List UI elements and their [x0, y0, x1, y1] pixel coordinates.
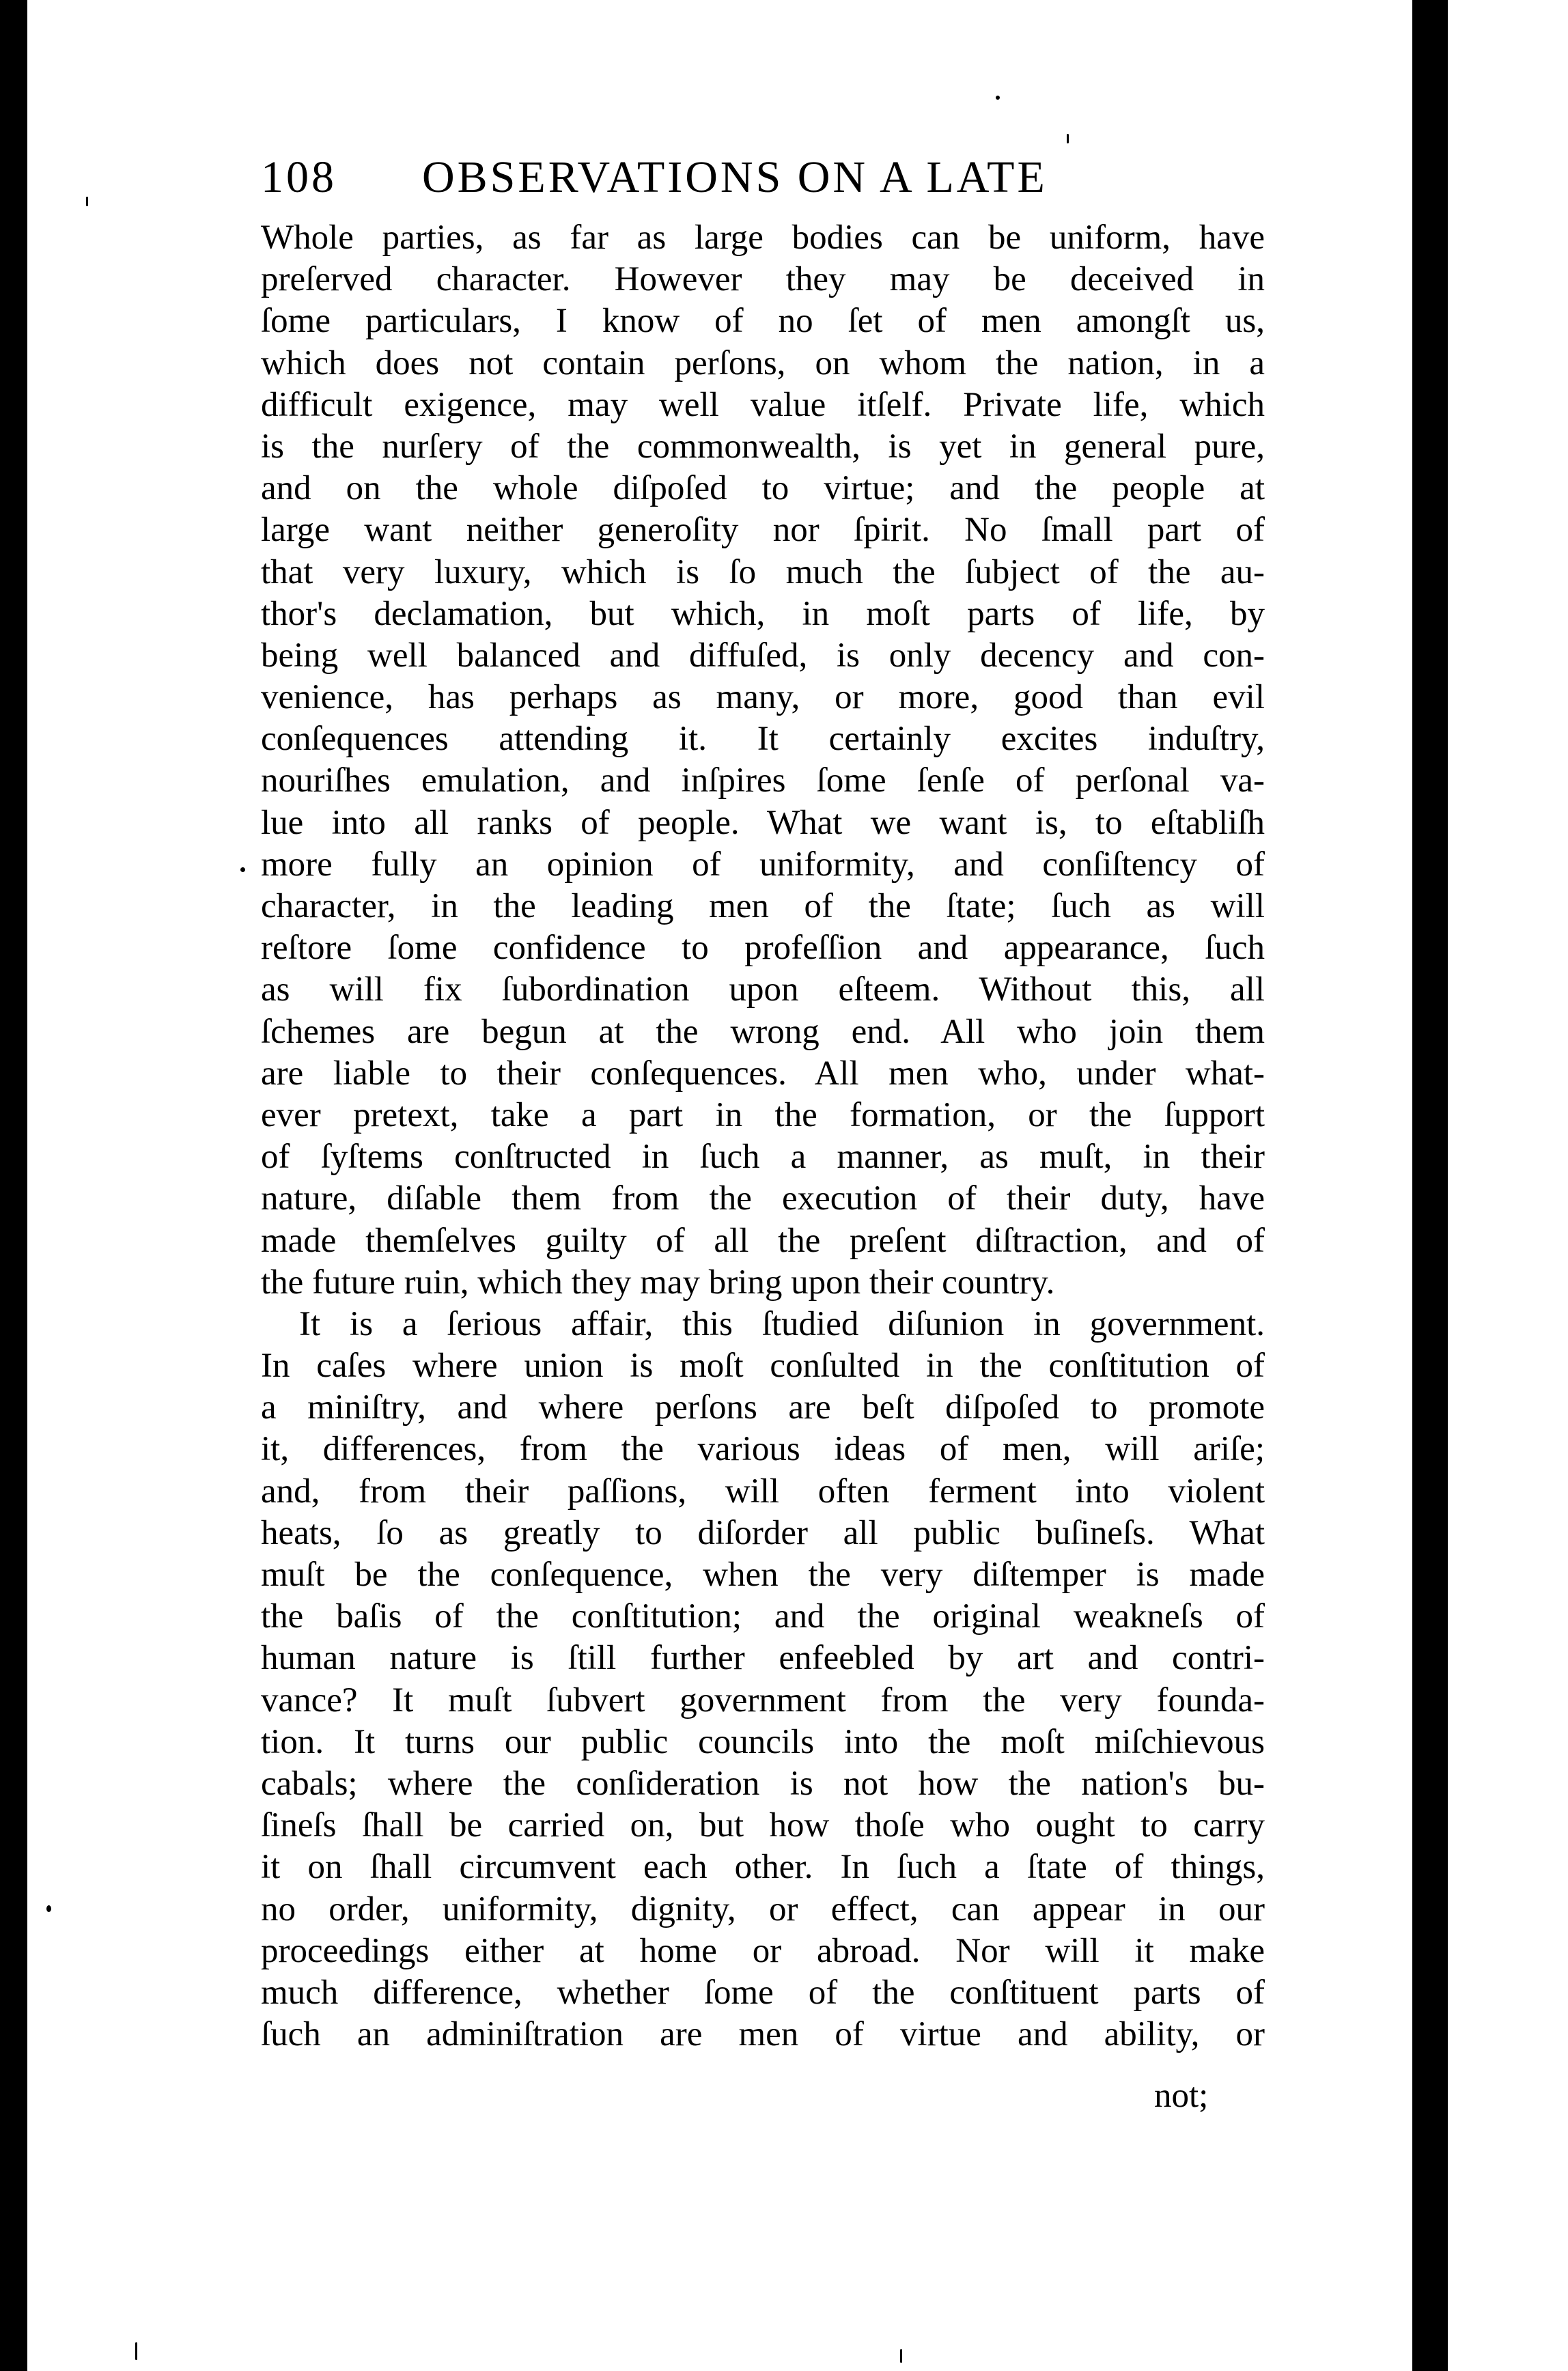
catchword: not;: [1154, 2077, 1209, 2115]
text-line: the baſis of the conſtitution; and the original weakneſs of: [261, 1597, 1265, 1636]
text-line: made themſelves guilty of all the preſent diſtraction, and of: [261, 1221, 1265, 1260]
text-line: that very luxury, which is ſo much the ſubject of the au-: [261, 552, 1265, 591]
text-line: lue into all ranks of people. What we want is, to eſtabliſh: [261, 803, 1265, 842]
body-text: [261, 217, 1265, 2056]
text-line: ever pretext, take a part in the formation, or the ſupport: [261, 1095, 1265, 1134]
ink-speck: [46, 1905, 51, 1912]
text-line: much difference, whether ſome of the conſtituent parts of: [261, 1973, 1265, 2012]
text-line: In caſes where union is moſt conſulted in the conſtitution of: [261, 1347, 1265, 1386]
text-line: as will fix ſubordination upon eſteem. Without this, all: [261, 970, 1265, 1009]
ink-speck: [86, 197, 88, 206]
text-line: vance? It muſt ſubvert government from the very founda-: [261, 1681, 1265, 1720]
text-line: nouriſhes emulation, and inſpires ſome ſenſe of perſonal va-: [261, 761, 1265, 800]
text-line: and on the whole diſpoſed to virtue; and the people at: [261, 469, 1265, 508]
text-line: ſineſs ſhall be carried on, but how thoſe who ought to carry: [261, 1806, 1265, 1845]
ink-speck: [1067, 134, 1069, 143]
text-line: no order, uniformity, dignity, or effect, can appear in our: [261, 1890, 1265, 1928]
text-line: and, from their paſſions, will often ferment into violent: [261, 1472, 1265, 1511]
text-line: ſuch an adminiſtration are men of virtue and ability, or: [261, 2015, 1265, 2054]
page-number: 108: [261, 152, 337, 202]
text-line: proceedings either at home or abroad. Nor will it make: [261, 1931, 1265, 1970]
text-line: a miniſtry, and where perſons are beſt diſpoſed to promote: [261, 1388, 1265, 1427]
text-line: muſt be the conſequence, when the very diſtemper is made: [261, 1556, 1265, 1594]
text-line: of ſyſtems conſtructed in ſuch a manner, as muſt, in their: [261, 1138, 1265, 1177]
text-line: the future ruin, which they may bring upon their country.: [261, 1263, 1055, 1302]
text-line: ſchemes are begun at the wrong end. All who join them: [261, 1012, 1265, 1051]
text-line: heats, ſo as greatly to diſorder all public buſineſs. What: [261, 1513, 1265, 1552]
text-line: it, differences, from the various ideas of men, will ariſe;: [261, 1430, 1265, 1469]
text-line: large want neither generoſity nor ſpirit. No ſmall part of: [261, 511, 1265, 550]
paragraph-start-line: It is a ſerious affair, this ſtudied diſunion in government.: [299, 1304, 1265, 1343]
text-line: cabals; where the conſideration is not how the nation's bu-: [261, 1764, 1265, 1803]
running-head: OBSERVATIONS ON A LATE: [422, 152, 1048, 202]
ink-speck: [996, 96, 1000, 100]
text-line: tion. It turns our public councils into the moſt miſchievous: [261, 1722, 1265, 1761]
text-line: difficult exigence, may well value itſelf. Private life, which: [261, 385, 1265, 424]
text-line: Whole parties, as far as large bodies can be uniform, have: [261, 219, 1265, 257]
text-line: preſerved character. However they may be deceived in: [261, 260, 1265, 299]
text-line: are liable to their conſequences. All men who, under what-: [261, 1054, 1265, 1093]
facing-page-edge: [1448, 0, 1568, 2371]
text-line: which does not contain perſons, on whom the nation, in a: [261, 343, 1265, 382]
text-line: nature, diſable them from the execution of their duty, have: [261, 1179, 1265, 1218]
text-line: human nature is ſtill further enfeebled by art and contri-: [261, 1639, 1265, 1678]
text-line: more fully an opinion of uniformity, and conſiſtency of: [261, 845, 1265, 884]
ink-speck: [135, 2342, 137, 2360]
text-line: conſequences attending it. It certainly excites induſtry,: [261, 720, 1265, 759]
text-line: ſome particulars, I know of no ſet of men amongſt us,: [261, 302, 1265, 341]
text-line: character, in the leading men of the ſtate; ſuch as will: [261, 887, 1265, 925]
text-line: thor's declamation, but which, in moſt parts of life, by: [261, 594, 1265, 633]
ink-speck: [900, 2349, 902, 2363]
text-line: being well balanced and diffuſed, is only decency and con-: [261, 636, 1265, 675]
text-line: venience, has perhaps as many, or more, good than evil: [261, 678, 1265, 717]
text-line: reſtore ſome confidence to profeſſion and appearance, ſuch: [261, 929, 1265, 968]
text-line: is the nurſery of the commonwealth, is yet in general pure,: [261, 427, 1265, 466]
ink-speck: [240, 867, 245, 872]
text-line: it on ſhall circumvent each other. In ſuch a ſtate of things,: [261, 1848, 1265, 1887]
page-header: [261, 152, 1285, 213]
